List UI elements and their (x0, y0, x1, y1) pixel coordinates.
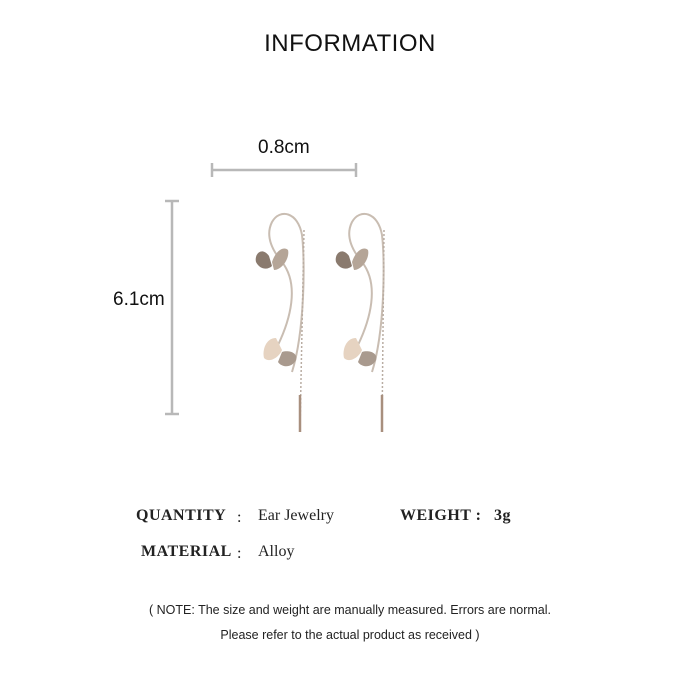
page-title: INFORMATION (264, 30, 436, 57)
weight-label: WEIGHT : (400, 507, 482, 524)
quantity-colon: : (237, 509, 242, 526)
width-dimension-line (212, 163, 356, 177)
earring-left (256, 214, 304, 432)
note-line-1: ( NOTE: The size and weight are manually measured. Errors are normal. (148, 603, 551, 617)
height-dimension-line (165, 201, 179, 414)
material-label: MATERIAL (141, 543, 232, 560)
weight-value: 3g (494, 507, 511, 524)
quantity-label: QUANTITY (136, 507, 227, 524)
note-line-2: Please refer to the actual product as received ) (220, 628, 480, 642)
material-value: Alloy (258, 543, 295, 560)
height-dimension-label: 6.1cm (113, 289, 165, 310)
material-colon: : (237, 545, 242, 562)
quantity-value: Ear Jewelry (258, 507, 334, 524)
width-dimension-label: 0.8cm (258, 137, 310, 158)
earring-right (336, 214, 384, 432)
